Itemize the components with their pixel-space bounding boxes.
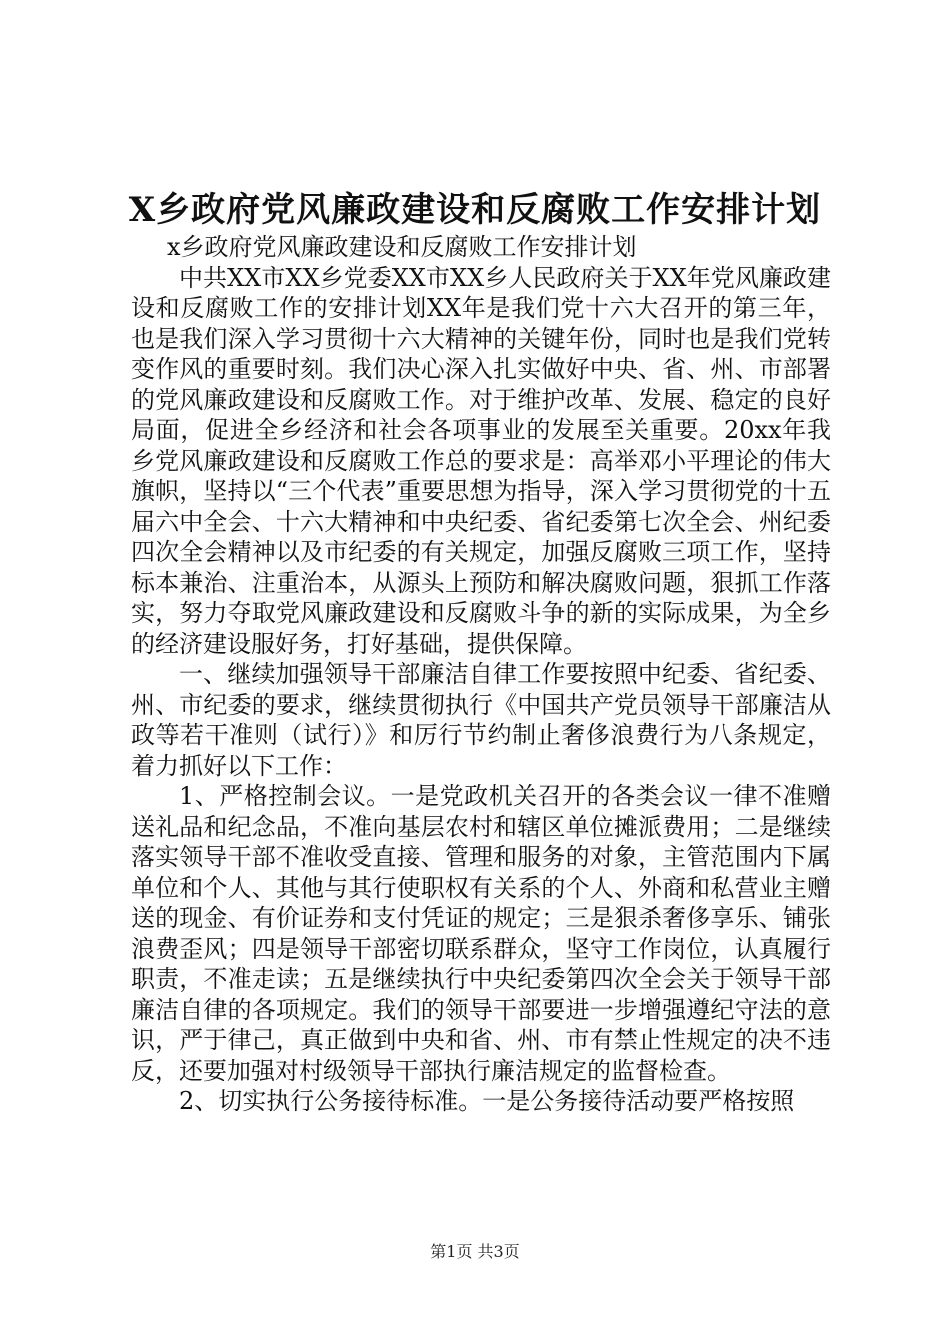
paragraph-section-1: 一、继续加强领导干部廉洁自律工作要按照中纪委、省纪委、州、市纪委的要求，继续贯彻执行《中国共产党员领导干部廉洁从政等若干准则（试行）》和厉行节约制止奢侈浪费行为八条规定，着力抓好以下工作： [131,660,831,780]
page-footer: 第1页 共3页 [430,1242,520,1261]
paragraph-item-1: 1、严格控制会议。一是党政机关召开的各类会议一律不准赠送礼品和纪念品，不准向基层农村和辖区单位摊派费用；二是继续落实领导干部不准收受直接、管理和服务的对象，主管范围内下属单位和个人、其他与其行使职权有关系的个人、外商和私营业主赠送的现金、有价证券和支付凭证的规定；三是狠杀奢侈享乐、铺张浪费歪风；四是领导干部密切联系群众，坚守工作岗位，认真履行职责，不准走读；五是继续执行中央纪委第四次全会关于领导干部廉洁自律的各项规定。我们的领导干部要进一步增强遵纪守法的意识，严于律己，真正做到中央和省、州、市有禁止性规定的决不违反，还要加强对村级领导干部执行廉洁规定的监督检查。 [131,782,831,1085]
document-body [131,232,831,1117]
document-subtitle: x乡政府党风廉政建设和反腐败工作安排计划 [167,233,637,261]
paragraph-intro: 中共XX市XX乡党委XX市XX乡人民政府关于XX年党风廉政建设和反腐败工作的安排计划XX年是我们党十六大召开的第三年，也是我们深入学习贯彻十六大精神的关键年份，同时也是我们党转变作风的重要时刻。我们决心深入扎实做好中央、省、州、市部署的党风廉政建设和反腐败工作。对于维护改革、发展、稳定的良好局面，促进全乡经济和社会各项事业的发展至关重要。20xx年我乡党风廉政建设和反腐败工作总的要求是：高举邓小平理论的伟大旗帜，坚持以“三个代表”重要思想为指导，深入学习贯彻党的十五届六中全会、十六大精神和中央纪委、省纪委第七次全会、州纪委四次全会精神以及市纪委的有关规定，加强反腐败三项工作，坚持标本兼治、注重治本，从源头上预防和解决腐败问题，狠抓工作落实，努力夺取党风廉政建设和反腐败斗争的新的实际成果，为全乡的经济建设服好务，打好基础，提供保障。 [131,263,831,658]
paragraph-item-2: 2、切实执行公务接待标准。一是公务接待活动要严格按照 [179,1087,795,1115]
document-title: X乡政府党风廉政建设和反腐败工作安排计划 [128,190,822,230]
